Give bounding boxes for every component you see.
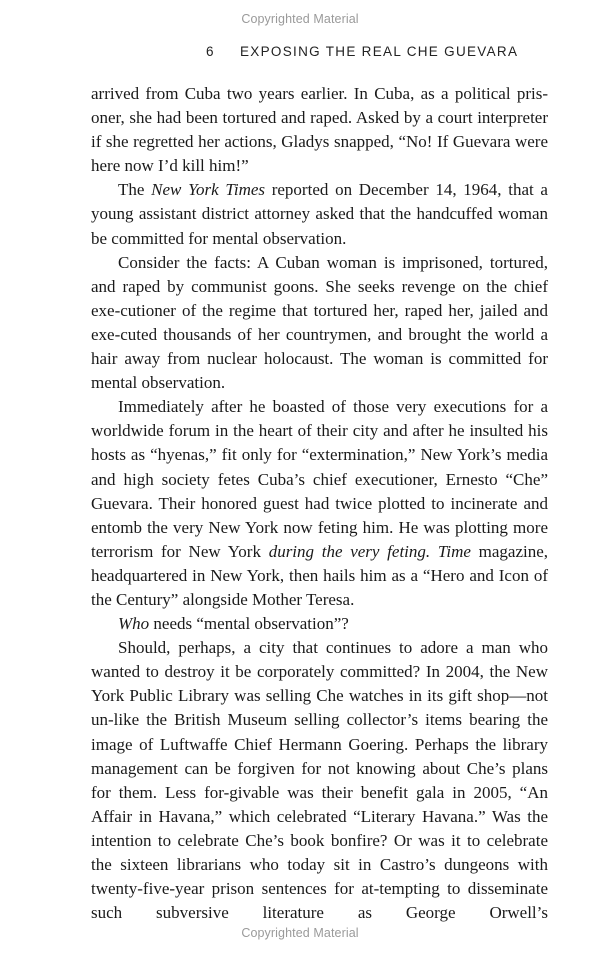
newspaper-title: New York Times [151, 180, 266, 200]
copyright-watermark-bottom: Copyrighted Material [241, 926, 359, 940]
paragraph-4-pre: Immediately after he boasted of those very executions for a worldwide forum in the heart of their city and after he insulted his hosts as “hyenas,” fit only for “extermination,” New York’s media and high society fetes Cuba’s chief executioner, Ernesto “Che” Guevara. Their honored guest had twice plotted to incinerate and entomb the very New York now feting him. He was plotting more terrorism for New York [91, 397, 548, 561]
paragraph-5-post: needs “mental observation”? [149, 614, 349, 634]
paragraph-3: Consider the facts: A Cuban woman is imprisoned, tortured, and raped by communist goons. She seeks revenge on the chief exe-cutioner of the regime that tortured her, raped her, jailed and exe-cuted thousands of her countrymen, and brought the world a hair away from nuclear holocaust. The woman is committed for mental observation. [91, 252, 548, 393]
running-head [0, 44, 600, 64]
paragraph-4-post: magazine, headquartered in New York, then hails him as a “Hero and Icon of the Century” alongside Mother Teresa. [91, 541, 549, 609]
running-head-title: EXPOSING THE REAL CHE GUEVARA [240, 44, 519, 59]
paragraph-2-pre: The [118, 180, 152, 200]
paragraph-2-post: reported on December 14, 1964, that a young assistant district attorney asked that the handcuffed woman be committed for mental observation. [91, 180, 548, 248]
paragraph-4-emphasis: during the very feting. Time [268, 541, 471, 561]
paragraph-5 [91, 612, 548, 636]
page-number: 6 [206, 44, 215, 59]
paragraph-6: Should, perhaps, a city that continues to adore a man who wanted to destroy it be corporately committed? In 2004, the New York Public Library was selling Che watches in its gift shop—not un-like the British Museum selling collector’s items bearing the image of Luftwaffe Chief Hermann Goering. Perhaps the library management can be forgiven for not knowing about Che’s plans for them. Less for-givable was their benefit gala in 2005, “An Affair in Havana,” which celebrated “Literary Havana.” Was the intention to celebrate Che’s book bonfire? Or was it to celebrate the sixteen librarians who today sit in Castro’s dungeons with twenty-five-year prison sentences for at-tempting to disseminate such subversive literature as George Orwell’s [91, 638, 548, 923]
paragraph-1: arrived from Cuba two years earlier. In Cuba, as a political pris-oner, she had been tortured and raped. Asked by a court interpreter if she regretted her actions, Gladys snapped, “No! If Guevara were here now I’d kill him!” [91, 84, 548, 176]
paragraph-2 [91, 178, 548, 250]
copyright-watermark-top: Copyrighted Material [241, 12, 359, 26]
paragraph-4 [91, 395, 548, 612]
body-text [91, 82, 548, 925]
paragraph-5-emphasis: Who [118, 614, 150, 634]
